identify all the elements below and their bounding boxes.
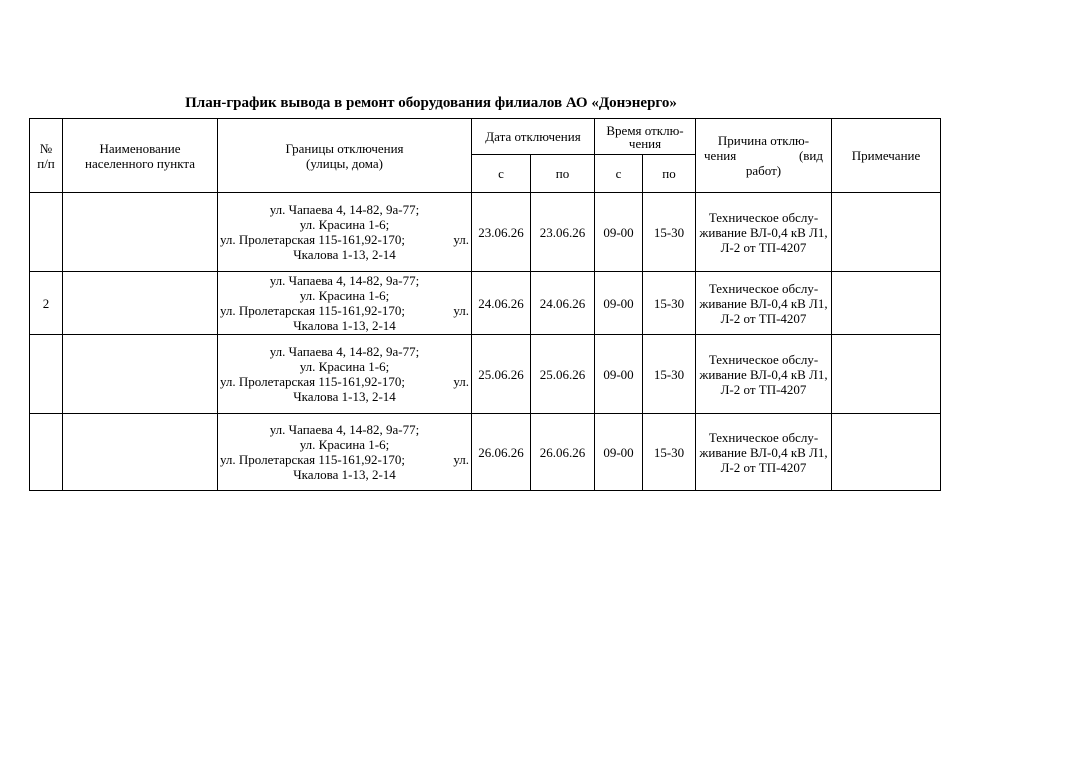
row-settlement (63, 414, 218, 491)
header-time-from: с (595, 155, 643, 193)
header-date-to: по (531, 155, 595, 193)
row-reason: Техническое обслу-живание ВЛ-0,4 кВ Л1, Л-2 от ТП-4207 (696, 414, 832, 491)
row-date-to: 24.06.26 (531, 272, 595, 335)
table-row (30, 414, 941, 491)
row-number (30, 414, 63, 491)
header-note: Примечание (832, 119, 941, 193)
header-bounds: Границы отключения (улицы, дома) (218, 119, 472, 193)
row-number (30, 193, 63, 272)
row-number: 2 (30, 272, 63, 335)
row-time-to: 15-30 (643, 335, 696, 414)
row-settlement (63, 272, 218, 335)
row-date-from: 23.06.26 (472, 193, 531, 272)
table-header-row (30, 119, 941, 155)
header-time-to: по (643, 155, 696, 193)
row-time-to: 15-30 (643, 414, 696, 491)
row-date-to: 26.06.26 (531, 414, 595, 491)
document-title: План-график вывода в ремонт оборудования филиалов АО «Донэнерго» (185, 95, 677, 111)
header-reason: Причина отклю- чения (вид работ) (696, 119, 832, 193)
row-date-from: 24.06.26 (472, 272, 531, 335)
row-time-from: 09-00 (595, 193, 643, 272)
row-note (832, 193, 941, 272)
table-row (30, 272, 941, 335)
table-row (30, 335, 941, 414)
header-date-group: Дата отключения (472, 119, 595, 155)
row-bounds: ул. Чапаева 4, 14-82, 9а-77; ул. Красина 1-6; ул. Пролетарская 115-161,92-170; ул. Чкалова 1-13, 2-14 (218, 414, 472, 491)
row-reason: Техническое обслу-живание ВЛ-0,4 кВ Л1, Л-2 от ТП-4207 (696, 272, 832, 335)
header-date-from: с (472, 155, 531, 193)
row-note (832, 272, 941, 335)
row-note (832, 414, 941, 491)
row-time-from: 09-00 (595, 272, 643, 335)
row-date-from: 26.06.26 (472, 414, 531, 491)
row-time-from: 09-00 (595, 335, 643, 414)
row-note (832, 335, 941, 414)
row-bounds: ул. Чапаева 4, 14-82, 9а-77; ул. Красина 1-6; ул. Пролетарская 115-161,92-170; ул. Чкалова 1-13, 2-14 (218, 193, 472, 272)
header-settlement: Наименование населенного пункта (63, 119, 218, 193)
row-date-to: 23.06.26 (531, 193, 595, 272)
row-date-to: 25.06.26 (531, 335, 595, 414)
row-time-to: 15-30 (643, 193, 696, 272)
row-bounds: ул. Чапаева 4, 14-82, 9а-77; ул. Красина 1-6; ул. Пролетарская 115-161,92-170; ул. Чкалова 1-13, 2-14 (218, 272, 472, 335)
row-date-from: 25.06.26 (472, 335, 531, 414)
row-settlement (63, 193, 218, 272)
row-time-to: 15-30 (643, 272, 696, 335)
outage-schedule-table (29, 118, 941, 491)
table-row (30, 193, 941, 272)
row-bounds: ул. Чапаева 4, 14-82, 9а-77; ул. Красина 1-6; ул. Пролетарская 115-161,92-170; ул. Чкалова 1-13, 2-14 (218, 335, 472, 414)
row-reason: Техническое обслу-живание ВЛ-0,4 кВ Л1, Л-2 от ТП-4207 (696, 335, 832, 414)
row-settlement (63, 335, 218, 414)
row-number (30, 335, 63, 414)
row-reason: Техническое обслу-живание ВЛ-0,4 кВ Л1, Л-2 от ТП-4207 (696, 193, 832, 272)
row-time-from: 09-00 (595, 414, 643, 491)
header-time-group: Время отклю- чения (595, 119, 696, 155)
header-number: № п/п (30, 119, 63, 193)
